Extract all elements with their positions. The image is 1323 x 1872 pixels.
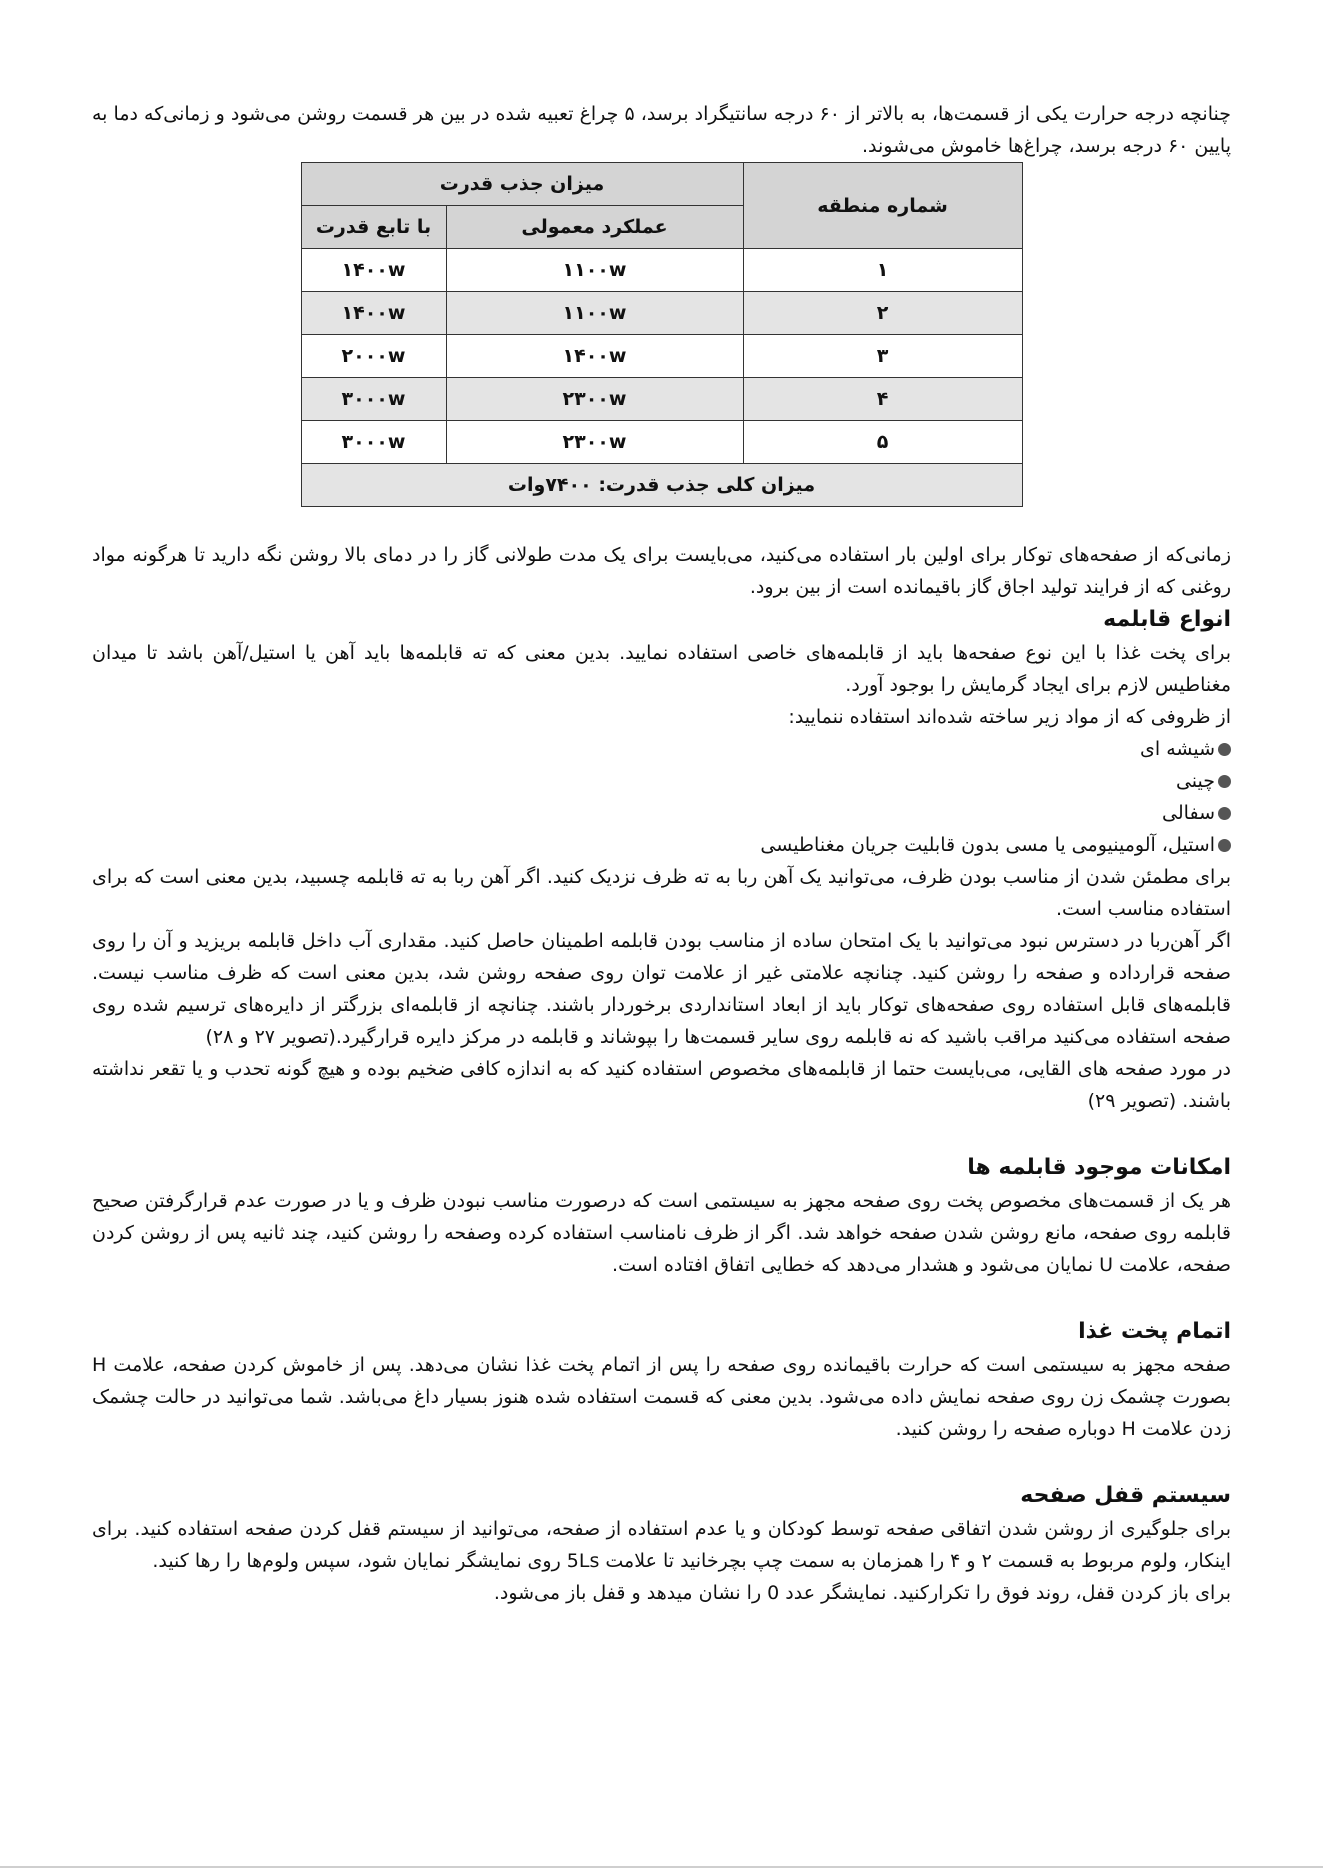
boost-cell: ۳۰۰۰w	[301, 421, 446, 464]
bullet-icon	[1218, 839, 1231, 852]
cooking-end-title: اتمام پخت غذا	[1078, 1319, 1231, 1344]
bullet-icon	[1218, 743, 1231, 756]
page-bottom-rule	[0, 1866, 1323, 1868]
table-row	[301, 335, 1022, 378]
bullet-icon	[1218, 775, 1231, 788]
cooking-end-paragraph: صفحه مجهز به سیستمی است که حرارت باقیمانده روی صفحه را پس از اتمام پخت غذا نشان می‌دهد. پس از خاموش کردن صفحه، علامت H بصورت چشمک زن روی صفحه نمایش داده می‌شود. بدین معنی که قسمت استفاده شده هنوز بسیار داغ می‌باشد. شما می‌توانید در حالت چشمک زدن علامت H دوباره صفحه را روشن کنید.	[92, 1354, 1231, 1440]
list-item-label: چینی	[1175, 770, 1215, 792]
table-row	[301, 292, 1022, 335]
pots-paragraph-5: در مورد صفحه های القایی، می‌بایست حتما از قابلمه‌های مخصوص استفاده کنید که به اندازه کافی ضخیم بوده و هیچ گونه تحدب و یا تقعر نداشته باشند. (تصویر ۲۹)	[92, 1058, 1231, 1112]
list-item	[92, 829, 1231, 861]
features-paragraph: هر یک از قسمت‌های مخصوص پخت روی صفحه مجهز به سیستمی است که درصورت مناسب نبودن ظرف و یا در صورت عدم قرارگرفتن صحیح قابلمه روی صفحه، مانع روشن شدن صفحه خواهد شد. اگر از ظرف نامناسب استفاده کرده وصفحه را روشن کنید، چند ثانیه پس از روشن کردن صفحه، علامت U نمایان می‌شود و هشدار می‌دهد که خطایی اتفاق افتاده است.	[92, 1190, 1231, 1276]
normal-cell: ۲۳۰۰w	[446, 378, 743, 421]
pots-section	[92, 603, 1231, 1117]
pots-paragraph-1: برای پخت غذا با این نوع صفحه‌ها باید از قابلمه‌های خاصی استفاده نمایید. بدین معنی که ته قابلمه‌ها باید آهن یا استیل/آهن باشد تا میدان مغناطیس لازم برای ایجاد گرمایش را بوجود آورد.	[92, 642, 1231, 696]
material-list	[92, 733, 1231, 861]
normal-header: عملکرد معمولی	[446, 206, 743, 249]
normal-cell: ۱۱۰۰w	[446, 292, 743, 335]
boost-cell: ۱۴۰۰w	[301, 292, 446, 335]
table-row	[301, 378, 1022, 421]
boost-cell: ۲۰۰۰w	[301, 335, 446, 378]
table-row	[301, 421, 1022, 464]
pots-title: انواع قابلمه	[1103, 607, 1231, 632]
features-section	[92, 1151, 1231, 1281]
zone-cell: ۲	[743, 292, 1022, 335]
boost-cell: ۳۰۰۰w	[301, 378, 446, 421]
bullet-icon	[1218, 807, 1231, 820]
boost-cell: ۱۴۰۰w	[301, 249, 446, 292]
intro-paragraph: چنانچه درجه حرارت یکی از قسمت‌ها، به بالاتر از ۶۰ درجه سانتیگراد برسد، ۵ چراغ تعبیه شده در بین هر قسمت روشن می‌شود و زمانی‌که دما به پایین ۶۰ درجه برسد، چراغ‌ها خاموش می‌شوند.	[92, 103, 1231, 157]
pots-paragraph-2: از ظروفی که از مواد زیر ساخته شده‌اند استفاده ننمایید:	[788, 706, 1231, 728]
boost-header: با تابع قدرت	[301, 206, 446, 249]
lock-title: سیستم قفل صفحه	[1020, 1483, 1231, 1508]
list-item-label: سفالی	[1162, 802, 1215, 824]
lock-paragraph-1: برای جلوگیری از روشن شدن اتفاقی صفحه توسط کودکان و یا عدم استفاده از صفحه، می‌توانید از سیستم قفل کردن صفحه استفاده کنید. برای اینکار، ولوم مربوط به قسمت ۲ و ۴ را همزمان به سمت چپ بچرخانید تا علامت 5Ls روی نمایشگر نمایان شود، سپس ولوم‌ها را رها کنید.	[92, 1518, 1231, 1572]
power-header: میزان جذب قدرت	[301, 163, 743, 206]
lock-section	[92, 1479, 1231, 1609]
list-item	[92, 765, 1231, 797]
normal-cell: ۲۳۰۰w	[446, 421, 743, 464]
power-table	[301, 162, 1023, 507]
pots-paragraph-3: برای مطمئن شدن از مناسب بودن ظرف، می‌توانید یک آهن ربا به ته ظرف نزدیک کنید. اگر آهن ربا به ته قابلمه چسبید، بدین معنی است که برای استفاده مناسب است.	[92, 866, 1231, 920]
list-item-label: استیل، آلومینیومی یا مسی بدون قابلیت جریان مغناطیسی	[760, 834, 1215, 856]
table-total-row	[301, 464, 1022, 507]
zone-cell: ۴	[743, 378, 1022, 421]
first-use-paragraph: زمانی‌که از صفحه‌های توکار برای اولین بار استفاده می‌کنید، می‌بایست برای یک مدت طولانی گاز را در دمای بالا روشن نگه دارید تا هرگونه مواد روغنی که از فرایند تولید اجاق گاز باقیمانده است از بین برود.	[92, 544, 1231, 598]
table-row	[301, 249, 1022, 292]
normal-cell: ۱۴۰۰w	[446, 335, 743, 378]
list-item	[92, 797, 1231, 829]
lock-paragraph-2: برای باز کردن قفل، روند فوق را تکرارکنید. نمایشگر عدد 0 را نشان میدهد و قفل باز می‌شود.	[493, 1582, 1231, 1604]
normal-cell: ۱۱۰۰w	[446, 249, 743, 292]
table-header-row	[301, 163, 1022, 206]
cooking-end-section	[92, 1315, 1231, 1445]
total-cell: میزان کلی جذب قدرت: ۷۴۰۰وات	[301, 464, 1022, 507]
list-item	[92, 733, 1231, 765]
pots-paragraph-4: اگر آهن‌ربا در دسترس نبود می‌توانید با یک امتحان ساده از مناسب بودن قابلمه اطمینان حاصل کنید. مقداری آب داخل قابلمه بریزید و آن را روی صفحه قرارداده و صفحه را روشن کنید. چنانچه علامتی غیر از علامت توان روی صفحه روشن شد، بدین معنی است که ظرف مناسب نیست. قابلمه‌های قابل استفاده روی صفحه‌های توکار باید از ابعاد استانداردی برخوردار باشند. چنانچه از قابلمه‌ای بزرگتر از دایره‌های ترسیم شده روی صفحه استفاده می‌کنید مراقب باشید که نه قابلمه روی سایر قسمت‌ها را بپوشاند و قابلمه در مرکز دایره قرارگیرد.(تصویر ۲۷ و ۲۸)	[92, 930, 1231, 1048]
features-title: امکانات موجود قابلمه ها	[967, 1155, 1231, 1180]
zone-cell: ۵	[743, 421, 1022, 464]
list-item-label: شیشه ای	[1140, 738, 1215, 760]
zone-cell: ۱	[743, 249, 1022, 292]
zone-header: شماره منطقه	[743, 163, 1022, 249]
zone-cell: ۳	[743, 335, 1022, 378]
